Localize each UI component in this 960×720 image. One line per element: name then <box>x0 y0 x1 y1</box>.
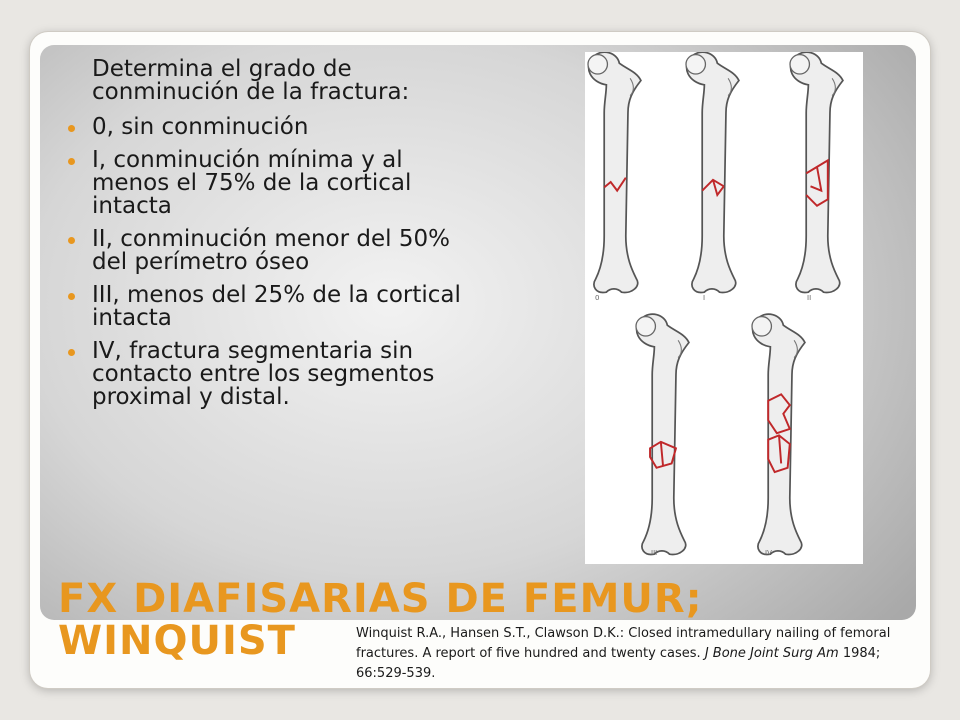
bullet-list <box>92 116 472 409</box>
body-text <box>92 58 472 419</box>
bullet-dot-icon <box>68 125 75 132</box>
bullet-item <box>92 284 472 330</box>
femur-classification-figure <box>585 52 863 564</box>
femur-type-0 <box>588 52 641 292</box>
bullet-item <box>92 228 472 274</box>
bullet-item <box>92 149 472 218</box>
bullet-text: III, menos del 25% de la cortical intacta <box>92 282 461 331</box>
citation <box>356 624 916 684</box>
femur-type-I <box>686 52 739 292</box>
femur-type-III <box>636 314 689 554</box>
bullet-item <box>92 116 472 139</box>
bullet-text: I, conminución mínima y al menos el 75% de la cortical intacta <box>92 147 412 219</box>
figure-label-II: II <box>807 294 812 302</box>
figure-label-I: I <box>703 294 706 302</box>
bullet-dot-icon <box>68 158 75 165</box>
intro-text: Determina el grado de conminución de la fractura: <box>92 56 410 105</box>
citation-text: Winquist R.A., Hansen S.T., Clawson D.K.: Closed intramedullary nailing of femoral fractures. A report of five hundred and twenty cases. <box>356 626 891 661</box>
slide-title: FX DIAFISARIAS DE FEMUR; WINQUIST <box>58 576 703 664</box>
bullet-text: 0, sin conminución <box>92 114 309 140</box>
femur-type-II <box>790 52 843 292</box>
figure-label-IV: IV <box>765 549 772 557</box>
bullet-dot-icon <box>68 237 75 244</box>
figure-label-0: 0 <box>595 294 600 302</box>
citation-journal: J Bone Joint Surg Am <box>704 646 839 661</box>
figure-label-III: III <box>651 549 658 557</box>
bullet-dot-icon <box>68 293 75 300</box>
bullet-text: II, conminución menor del 50% del perímetro óseo <box>92 226 450 275</box>
bullet-text: IV, fractura segmentaria sin contacto entre los segmentos proximal y distal. <box>92 338 435 410</box>
femur-type-IV <box>752 314 805 554</box>
bullet-dot-icon <box>68 349 75 356</box>
citation-year: 1984; 66:529-539. <box>356 646 881 681</box>
bullet-item <box>92 340 472 409</box>
